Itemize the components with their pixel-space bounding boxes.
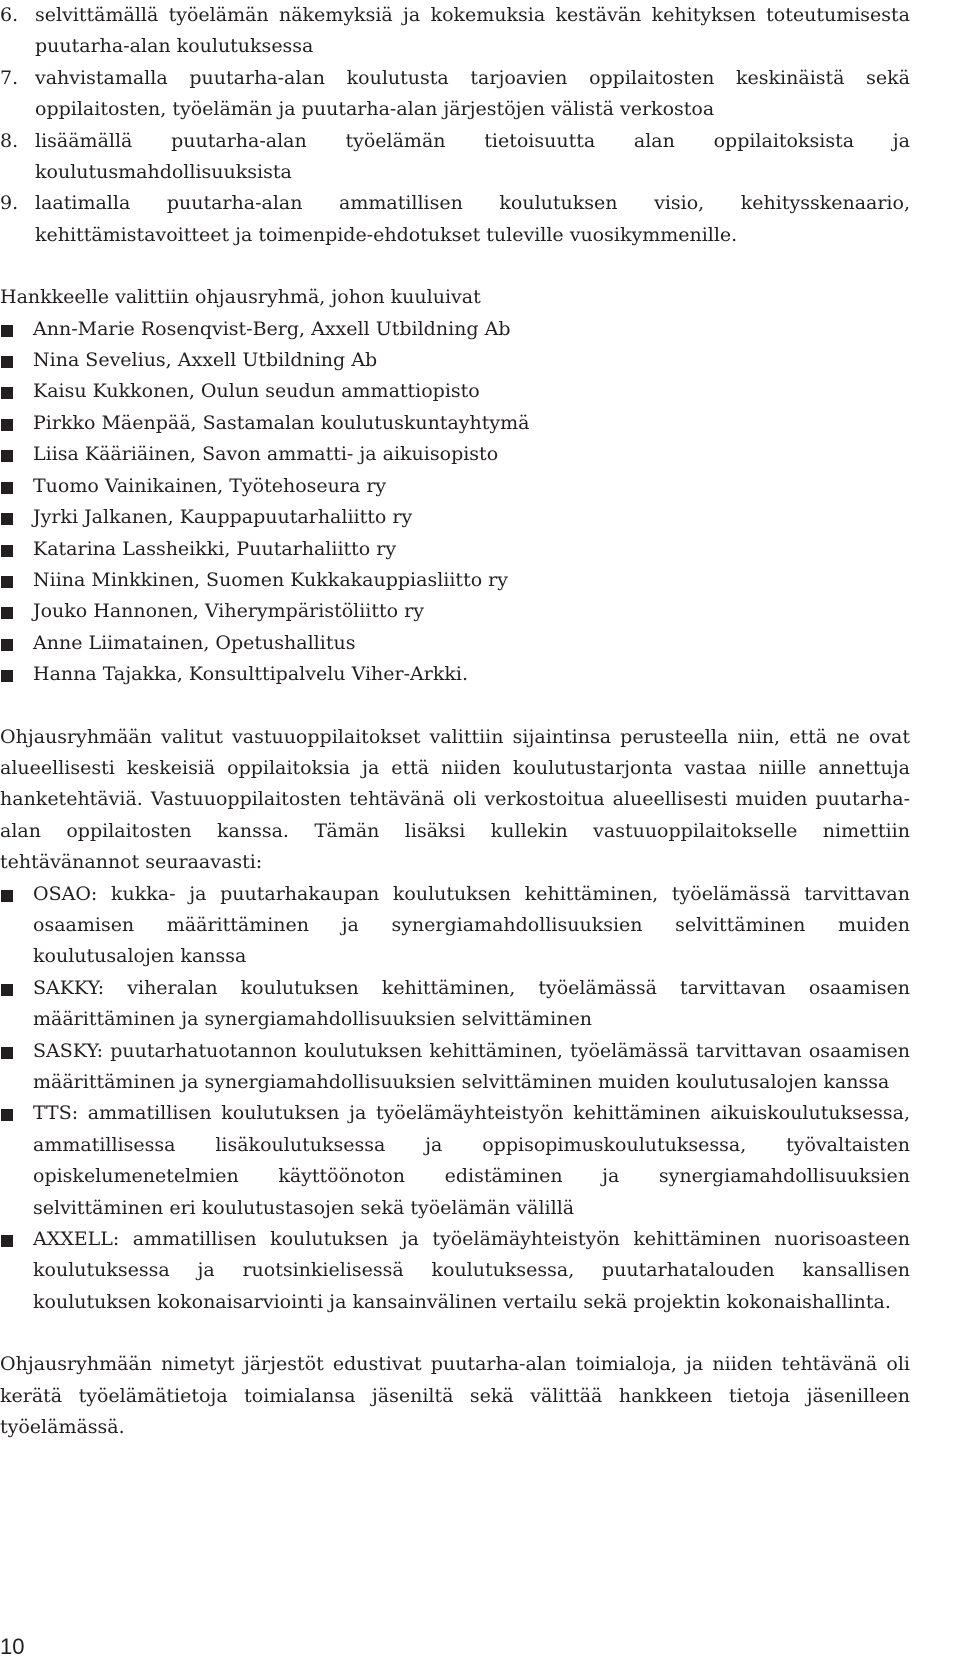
list-item: [0, 0, 910, 63]
bullet-square-icon: [1, 419, 13, 431]
assignment-text: TTS: ammatillisen koulutuksen ja työelämäyhteistyön kehittäminen aikuiskoulutuksessa, ammatillisessa lisäkoulutuksessa ja oppisopimuskoulutuksessa, työvaltaisten opiskelumenetelmien käyttöönoton edistäminen ja synergiamahdollisuuksien selvittäminen eri koulutustasojen sekä työelämän välillä: [33, 1102, 910, 1219]
assignment-text: SAKKY: viheralan koulutuksen kehittäminen, työelämässä tarvittavan osaamisen määrittäminen ja synergiamahdollisuuksien selvittäminen: [33, 976, 910, 1031]
steering-group-intro: Hankkeelle valittiin ohjausryhmä, johon kuuluivat: [0, 286, 481, 309]
list-item: [0, 314, 910, 345]
responsibility-paragraph: Ohjausryhmään valitut vastuuoppilaitokset valittiin sijaintinsa perusteella niin, että ne ovat alueellisesti keskeisiä oppilaitoksia ja että niiden koulutustarjonta vastaa niille annettuja hanketehtäviä. Vastuuoppilaitosten tehtävänä oli verkostoitua alueellisesti muiden puutarha-alan oppilaitosten kanssa. Tämän lisäksi kullekin vastuuoppilaitokselle nimettiin tehtävänannot seuraavasti:: [0, 725, 910, 874]
item-number: 8.: [0, 129, 19, 152]
bullet-square-icon: [1, 670, 13, 682]
assignments-list: [0, 879, 910, 1319]
member-text: Hanna Tajakka, Konsulttipalvelu Viher-Arkki.: [33, 663, 468, 686]
list-item: [0, 1036, 910, 1099]
bullet-square-icon: [1, 1047, 13, 1059]
member-text: Pirkko Mäenpää, Sastamalan koulutuskuntayhtymä: [33, 411, 530, 434]
bullet-square-icon: [1, 607, 13, 619]
item-text: selvittämällä työelämän näkemyksiä ja kokemuksia kestävän kehityksen toteutumisesta puutarha-alan koulutuksessa: [35, 4, 910, 58]
list-item: [0, 973, 910, 1036]
spacer: [0, 691, 910, 722]
list-item: [0, 188, 910, 251]
member-text: Tuomo Vainikainen, Työtehoseura ry: [33, 474, 387, 497]
list-item: [0, 659, 910, 690]
bullet-square-icon: [1, 639, 13, 651]
steering-group-list: [0, 314, 910, 691]
bullet-square-icon: [1, 513, 13, 525]
member-text: Anne Liimatainen, Opetushallitus: [33, 631, 356, 654]
page-number: 10: [0, 1634, 25, 1659]
list-item: [0, 1098, 910, 1224]
assignment-text: SASKY: puutarhatuotannon koulutuksen kehittäminen, työelämässä tarvittavan osaamisen määrittäminen ja synergiamahdollisuuksien selvittäminen muiden koulutusalojen kanssa: [33, 1039, 910, 1093]
member-text: Jyrki Jalkanen, Kauppapuutarhaliitto ry: [33, 506, 413, 529]
list-item: [0, 439, 910, 470]
list-item: [0, 565, 910, 596]
item-text: laatimalla puutarha-alan ammatillisen koulutuksen visio, kehitysskenaario, kehittämistavoitteet ja toimenpide-ehdotukset tuleville vuosikymmenille.: [35, 192, 910, 246]
list-item: [0, 126, 910, 189]
spacer: [0, 1318, 910, 1349]
assignment-text: AXXELL: ammatillisen koulutuksen ja työelämäyhteistyön kehittäminen nuorisoasteen koulutuksessa ja ruotsinkielisessä koulutuksessa, puutarhatalouden kansallisen koulutuksen kokonaisarviointi ja kansainvälinen vertailu sekä projektin kokonaishallinta.: [33, 1228, 910, 1313]
bullet-square-icon: [1, 984, 13, 996]
item-text: vahvistamalla puutarha-alan koulutusta tarjoavien oppilaitosten keskinäistä sekä oppilaitosten, työelämän ja puutarha-alan järjestöjen välistä verkostoa: [35, 66, 910, 121]
spacer: [0, 251, 910, 282]
item-number: 7.: [0, 66, 19, 89]
member-text: Katarina Lassheikki, Puutarhaliitto ry: [33, 537, 397, 560]
bullet-square-icon: [1, 482, 13, 494]
list-item: [0, 502, 910, 533]
item-text: lisäämällä puutarha-alan työelämän tietoisuutta alan oppilaitoksista ja koulutusmahdollisuuksista: [35, 129, 910, 184]
member-text: Liisa Kääriäinen, Savon ammatti- ja aikuisopisto: [33, 443, 499, 466]
closing-paragraph: Ohjausryhmään nimetyt järjestöt edustivat puutarha-alan toimialoja, ja niiden tehtävänä oli kerätä työelämätietoja toimialansa jäseniltä sekä välittää hankkeen tietoja jäsenilleen työelämässä.: [0, 1353, 910, 1439]
list-item: [0, 1224, 910, 1318]
list-item: [0, 628, 910, 659]
bullet-square-icon: [1, 1235, 13, 1247]
bullet-square-icon: [1, 576, 13, 588]
list-item: [0, 596, 910, 627]
item-number: 9.: [0, 192, 19, 215]
list-item: [0, 63, 910, 126]
list-item: [0, 471, 910, 502]
member-text: Nina Sevelius, Axxell Utbildning Ab: [33, 349, 378, 372]
list-item: [0, 879, 910, 973]
item-number: 6.: [0, 4, 19, 26]
assignment-text: OSAO: kukka- ja puutarhakaupan koulutuksen kehittäminen, työelämässä tarvittavan osaamisen määrittäminen ja synergiamahdollisuuksien selvittäminen muiden koulutusalojen kanssa: [33, 882, 910, 968]
list-item: [0, 408, 910, 439]
bullet-square-icon: [1, 890, 13, 902]
bullet-square-icon: [1, 545, 13, 557]
list-item: [0, 534, 910, 565]
bullet-square-icon: [1, 356, 13, 368]
list-item: [0, 345, 910, 376]
member-text: Niina Minkkinen, Suomen Kukkakauppiasliitto ry: [33, 568, 508, 591]
member-text: Jouko Hannonen, Viherympäristöliitto ry: [33, 600, 424, 623]
objectives-list: [0, 0, 910, 251]
list-item: [0, 376, 910, 407]
member-text: Kaisu Kukkonen, Oulun seudun ammattiopisto: [33, 380, 480, 403]
bullet-square-icon: [1, 450, 13, 462]
bullet-square-icon: [1, 325, 13, 337]
bullet-square-icon: [1, 1109, 13, 1121]
member-text: Ann-Marie Rosenqvist-Berg, Axxell Utbildning Ab: [33, 317, 511, 340]
bullet-square-icon: [1, 387, 13, 399]
